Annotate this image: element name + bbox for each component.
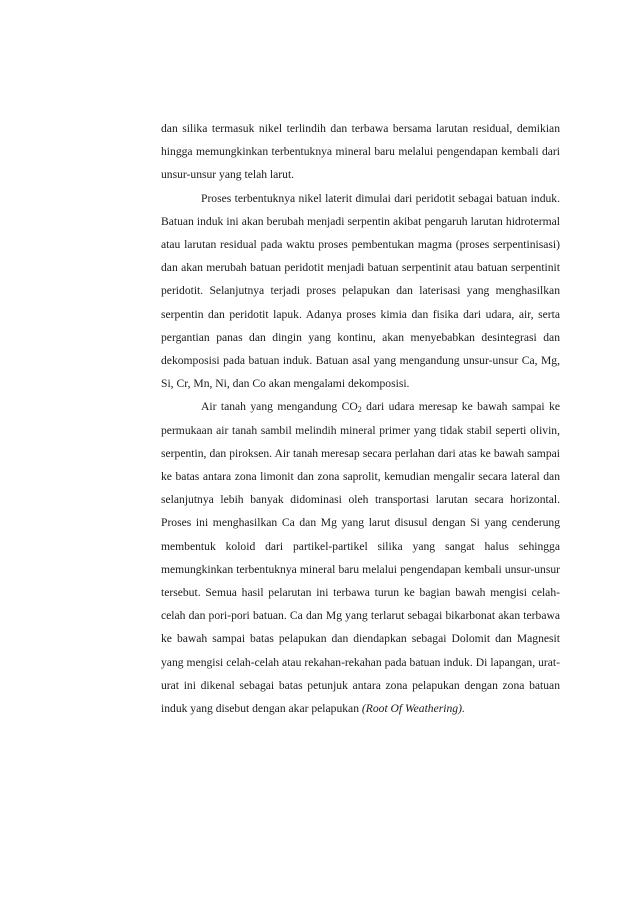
paragraph-groundwater <box>161 395 560 720</box>
paragraph-groundwater-start: Air tanah yang mengandung CO <box>201 400 358 414</box>
root-of-weathering-term: (Root Of Weathering). <box>361 702 465 716</box>
paragraph-laterite-formation: Proses terbentuknya nikel laterit dimulai dari peridotit sebagai batuan induk. Batuan induk ini akan berubah menjadi serpentin akibat pengaruh larutan hidrotermal atau larutan residual pada waktu proses pembentukan magma (proses serpentinisasi) dan akan merubah batuan peridotit menjadi batuan serpentinit atau batuan serpentinit peridotit. Selanjutnya terjadi proses pelapukan dan laterisasi yang menghasilkan serpentin dan peridotit lapuk. Adanya proses kimia dan fisika dari udara, air, serta pergantian panas dan dingin yang kontinu, akan menyebabkan desintegrasi dan dekomposisi pada batuan induk. Batuan asal yang mengandung unsur-unsur Ca, Mg, Si, Cr, Mn, Ni, dan Co akan mengalami dekomposisi. <box>161 191 560 391</box>
co2-subscript: 2 <box>357 405 362 415</box>
paragraph-continuation: dan silika termasuk nikel terlindih dan terbawa bersama larutan residual, demikian hingga memungkinkan terbentuknya mineral baru melalui pengendapan kembali dari unsur-unsur yang telah larut. <box>161 122 560 182</box>
body-text <box>161 117 560 720</box>
paragraph-groundwater-body: dari udara meresap ke bawah sampai ke permukaan air tanah sambil melindih mineral primer yang tidak stabil seperti olivin, serpentin, dan piroksen. Air tanah meresap secara perlahan dari atas ke bawah sampai ke batas antara zona limonit dan zona saprolit, kemudian mengalir secara lateral dan selanjutnya lebih banyak didominasi oleh transportasi larutan secara horizontal. Proses ini menghasilkan Ca dan Mg yang larut disusul dengan Si yang cenderung membentuk koloid dari partikel-partikel silika yang sangat halus sehingga memungkinkan terbentuknya mineral baru melalui pengendapan kembali unsur-unsur tersebut. Semua hasil pelarutan ini terbawa turun ke bagian bawah mengisi celah-celah dan pori-pori batuan. Ca dan Mg yang terlarut sebagai bikarbonat akan terbawa ke bawah sampai batas pelapukan dan diendapkan sebagai Dolomit dan Magnesit yang mengisi celah-celah atau rekahan-rekahan pada batuan induk. Di lapangan, urat-urat ini dikenal sebagai batas petunjuk antara zona pelapukan dengan zona batuan induk yang disebut dengan akar pelapukan <box>161 400 561 716</box>
